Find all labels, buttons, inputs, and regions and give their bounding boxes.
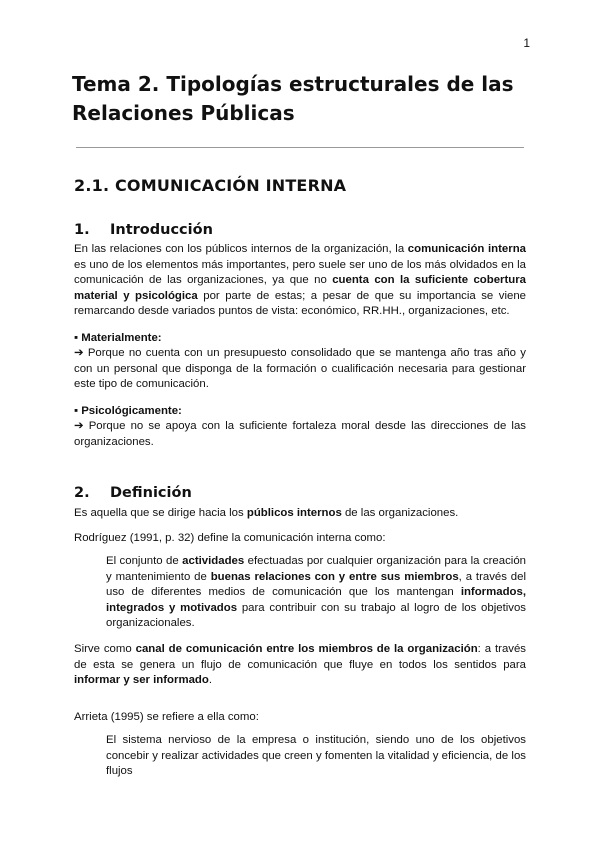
text-run: En las relaciones con los públicos internos de la organización, la xyxy=(74,243,408,255)
intro-heading-number: 1. xyxy=(74,222,90,238)
bold-run: ▪ Psicológicamente: xyxy=(74,405,182,417)
rodriguez-quote xyxy=(106,554,526,632)
arrieta-intro: Arrieta (1995) se refiere a ella como: xyxy=(74,711,259,723)
text-run: por parte de estas; a pesar de que su importancia se viene remarcando desde variados puntos de vista: económico, RR.HH., organizaciones, etc. xyxy=(74,289,526,318)
intro-paragraph xyxy=(74,242,526,320)
canal-paragraph xyxy=(74,642,526,689)
text-run: : a través de esta se genera un flujo de comunicación que fluye en todos los sentidos para xyxy=(74,643,526,671)
text-run: efectuadas por cualquier organización para la creación y mantenimiento de xyxy=(106,555,526,583)
section-title: 2.1. COMUNICACIÓN INTERNA xyxy=(74,176,347,195)
text-run: para contribuir con su trabajo al logro de los objetivos organizacionales. xyxy=(106,601,526,630)
text-run: , a través del uso de diferentes medios de comunicación que los mantengan xyxy=(106,570,527,599)
bold-run: públicos internos xyxy=(246,507,342,519)
definition-heading-number: 2. xyxy=(74,485,90,501)
title-divider xyxy=(76,147,524,148)
bold-run: ▪ Materialmente: xyxy=(74,332,162,344)
text-run: Sirve como xyxy=(74,643,136,655)
definition-heading-text: Definición xyxy=(110,485,192,501)
bold-run: cuenta con la suficiente cobertura material y psicológica xyxy=(74,274,526,302)
text-run: El conjunto de xyxy=(106,555,183,567)
intro-heading-text: Introducción xyxy=(110,222,213,238)
bold-run: informar y ser informado xyxy=(74,674,209,687)
psicologicamente-text: ➔ Porque no se apoya con la suficiente fortaleza moral desde las direcciones de las organizaciones. xyxy=(74,420,526,448)
materialmente-label xyxy=(74,331,526,347)
definition-heading xyxy=(74,485,192,501)
bold-run: canal de comunicación entre los miembros de la organización xyxy=(135,643,478,655)
bold-run: buenas relaciones con y entre sus miembros xyxy=(210,570,459,583)
rodriguez-intro: Rodríguez (1991, p. 32) define la comunicación interna como: xyxy=(74,532,386,544)
psicologicamente-label xyxy=(74,404,526,420)
text-run: . xyxy=(208,674,212,687)
bold-run: actividades xyxy=(182,555,245,567)
definition-paragraph xyxy=(74,506,526,522)
page-number: 1 xyxy=(523,36,530,50)
text-run: de las organizaciones. xyxy=(341,507,459,519)
document-title: Tema 2. Tipologías estructurales de las Relaciones Públicas xyxy=(72,72,514,125)
materialmente-text: ➔ Porque no cuenta con un presupuesto consolidado que se mantenga año tras año y con un personal que disponga de la formación o cualificación necesaria para gestionar este tipo de comunicación. xyxy=(74,347,526,391)
arrieta-quote: El sistema nervioso de la empresa o institución, siendo uno de los objetivos concebir y realizar actividades que creen y fomenten la vitalidad y eficiencia, de los flujos xyxy=(106,734,526,778)
text-run: es uno de los elementos más importantes, pero suele ser uno de los más olvidados en la comunicación de las organizaciones, ya que no xyxy=(74,258,526,287)
bold-run: informados, integrados y motivados xyxy=(106,586,526,614)
text-run: Es aquella que se dirige hacia los xyxy=(74,507,247,519)
bold-run: comunicación interna xyxy=(407,243,526,255)
intro-heading xyxy=(74,222,213,238)
